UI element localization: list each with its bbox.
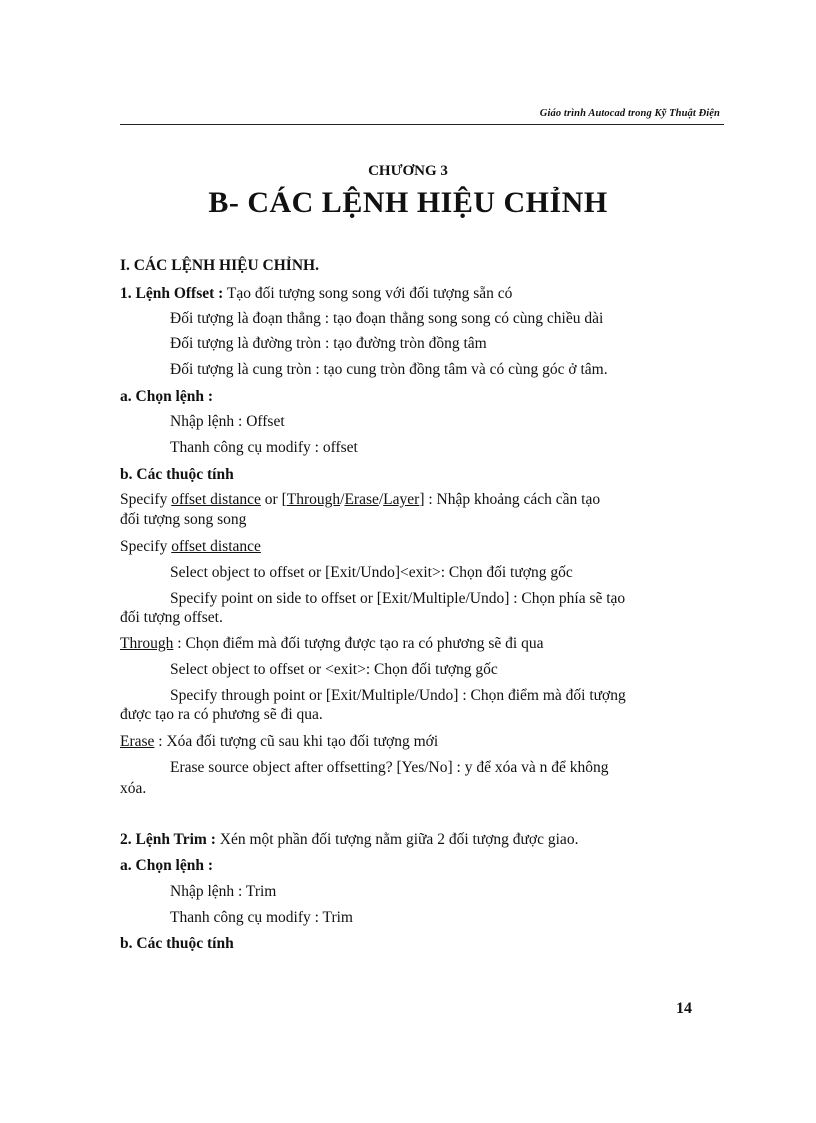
- through-line: Through : Chọn điểm mà đối tượng được tạo ra có phương sẽ đi qua: [120, 635, 544, 652]
- header-rule: [120, 124, 724, 125]
- offset-item: Đối tượng là cung tròn : tạo cung tròn đồng tâm và có cùng góc ở tâm.: [170, 361, 608, 378]
- offset-prop-line: Specify offset distance or [Through/Erase/Layer] : Nhập khoảng cách cần tạo: [120, 491, 601, 508]
- offset-prop-line: xóa.: [120, 780, 147, 797]
- offset-prop-line: Erase source object after offsetting? [Yes/No] : y để xóa và n để không: [170, 759, 609, 776]
- erase-term: Erase: [120, 733, 155, 750]
- offset-choose-heading: a. Chọn lệnh :: [120, 388, 214, 405]
- offset-title-line: [120, 284, 512, 303]
- offset-item: Đối tượng là đường tròn : tạo đường tròn đồng tâm: [170, 335, 487, 352]
- offset-choose-item: Thanh công cụ modify : offset: [170, 439, 358, 456]
- offset-prop-line: Specify through point or [Exit/Multiple/Undo] : Chọn điểm mà đối tượng: [170, 687, 626, 704]
- offset-prop-line: Select object to offset or [Exit/Undo]<exit>: Chọn đối tượng gốc: [170, 564, 573, 581]
- chapter-label: CHƯƠNG 3: [368, 163, 448, 179]
- offset-choose-item: Nhập lệnh : Offset: [170, 413, 285, 430]
- offset-title: 1. Lệnh Offset :: [120, 285, 224, 302]
- trim-props-heading: b. Các thuộc tính: [120, 935, 234, 952]
- trim-title-line: [120, 830, 578, 849]
- trim-title: 2. Lệnh Trim :: [120, 831, 216, 848]
- offset-prop-line: được tạo ra có phương sẽ đi qua.: [120, 706, 323, 723]
- erase-line: Erase : Xóa đối tượng cũ sau khi tạo đối tượng mới: [120, 733, 439, 750]
- running-header: Giáo trình Autocad trong Kỹ Thuật Điện: [539, 108, 720, 119]
- offset-prop-line: đối tượng song song: [120, 511, 247, 528]
- trim-choose-heading: a. Chọn lệnh :: [120, 857, 214, 874]
- section-heading: I. CÁC LỆNH HIỆU CHỈNH.: [120, 257, 319, 274]
- offset-desc: Tạo đối tượng song song với đối tượng sẵn có: [223, 285, 513, 302]
- trim-desc: Xén một phần đối tượng nằm giữa 2 đối tượng được giao.: [215, 831, 579, 848]
- offset-prop-line: Select object to offset or <exit>: Chọn đối tượng gốc: [170, 661, 498, 678]
- page-title: B- CÁC LỆNH HIỆU CHỈNH: [208, 186, 608, 219]
- offset-prop-line: Specify point on side to offset or [Exit/Multiple/Undo] : Chọn phía sẽ tạo: [170, 590, 626, 607]
- trim-choose-item: Thanh công cụ modify : Trim: [170, 909, 353, 926]
- through-term: Through: [120, 635, 174, 652]
- offset-item: Đối tượng là đoạn thẳng : tạo đoạn thẳng song song có cùng chiều dài: [170, 310, 604, 327]
- offset-prop-line: Specify offset distance: [120, 538, 261, 555]
- offset-prop-line: đối tượng offset.: [120, 609, 223, 626]
- page-number: 14: [676, 1000, 692, 1017]
- offset-props-heading: b. Các thuộc tính: [120, 466, 234, 483]
- trim-choose-item: Nhập lệnh : Trim: [170, 883, 277, 900]
